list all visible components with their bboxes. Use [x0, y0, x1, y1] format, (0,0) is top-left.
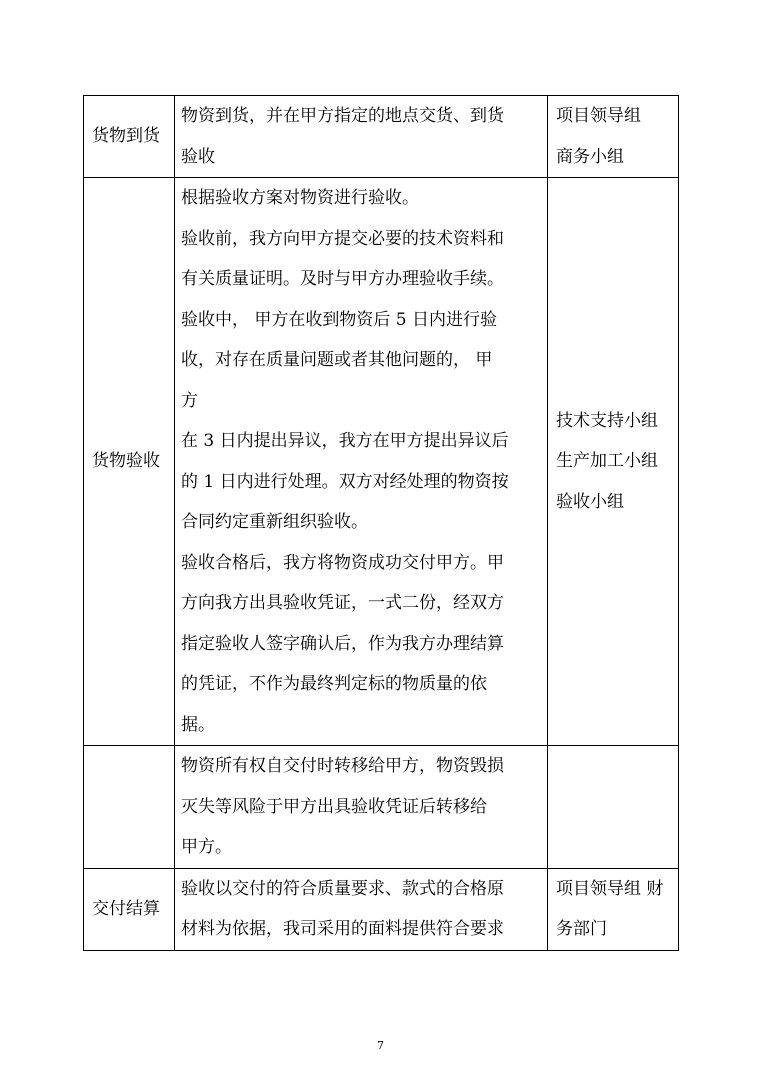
stage-label: 货物验收: [92, 451, 160, 472]
owner-line: 项目领导组 财: [556, 878, 664, 899]
stage-label: 交付结算: [92, 898, 160, 919]
content-line: 的凭证，不作为最终判定标的物质量的依: [181, 674, 487, 694]
content-line: 验收: [181, 146, 215, 167]
content-cell: [175, 868, 548, 950]
owner-line: 技术支持小组: [556, 410, 658, 431]
owner-line: 生产加工小组: [556, 451, 658, 472]
content-line: 有关质量证明。及时与甲方办理验收手续。: [181, 269, 504, 289]
stage-cell: [84, 178, 175, 746]
stage-cell: [84, 746, 175, 869]
content-line: 根据验收方案对物资进行验收。: [181, 188, 419, 208]
table-row-delivery-settlement: [84, 868, 679, 950]
procedure-table: [83, 95, 679, 951]
content-line: 甲方。: [181, 837, 232, 857]
content-line: 的 1 日内进行处理。双方对经处理的物资按: [181, 471, 509, 492]
owner-line: 验收小组: [556, 491, 624, 512]
content-cell: [175, 96, 548, 178]
content-cell: [175, 746, 548, 869]
table-row-ownership-transfer: [84, 746, 679, 869]
content-line: 在 3 日内提出异议，我方在甲方提出异议后: [181, 431, 509, 451]
owner-cell: [548, 178, 679, 746]
page-number: 7: [377, 1039, 384, 1052]
stage-cell: [84, 96, 175, 178]
content-line: 物资所有权自交付时转移给甲方，物资毁损: [181, 756, 504, 776]
content-line: 验收合格后，我方将物资成功交付甲方。甲: [181, 552, 504, 573]
content-line: 指定验收人签字确认后，作为我方办理结算: [181, 633, 504, 654]
content-line: 据。: [181, 714, 215, 735]
stage-label: 货物到货: [92, 126, 160, 147]
owner-cell: [548, 868, 679, 950]
content-line: 方向我方出具验收凭证，一式二份，经双方: [181, 593, 504, 613]
owner-line: 务部门: [556, 919, 607, 939]
table-row-goods-acceptance: [84, 178, 679, 746]
content-line: 材料为依据，我司采用的面料提供符合要求: [181, 919, 504, 939]
content-line: 合同约定重新组织验收。: [181, 512, 368, 532]
content-line: 验收以交付的符合质量要求、款式的合格原: [181, 878, 504, 899]
owner-cell: [548, 96, 679, 178]
content-line: 验收前，我方向甲方提交必要的技术资料和: [181, 228, 504, 249]
owner-line: 项目领导组: [556, 106, 641, 126]
content-line: 灭失等风险于甲方出具验收凭证后转移给: [181, 796, 487, 817]
owner-cell: [548, 746, 679, 869]
content-line: 方: [181, 390, 198, 411]
content-line: 物资到货，并在甲方指定的地点交货、到货: [181, 106, 504, 126]
table-row-goods-arrival: [84, 96, 679, 178]
owner-line: 商务小组: [556, 146, 624, 167]
stage-cell: [84, 868, 175, 950]
content-cell: [175, 178, 548, 746]
content-line: 收，对存在质量问题或者其他问题的， 甲: [181, 350, 493, 370]
content-line: 验收中， 甲方在收到物资后 5 日内进行验: [181, 309, 498, 330]
